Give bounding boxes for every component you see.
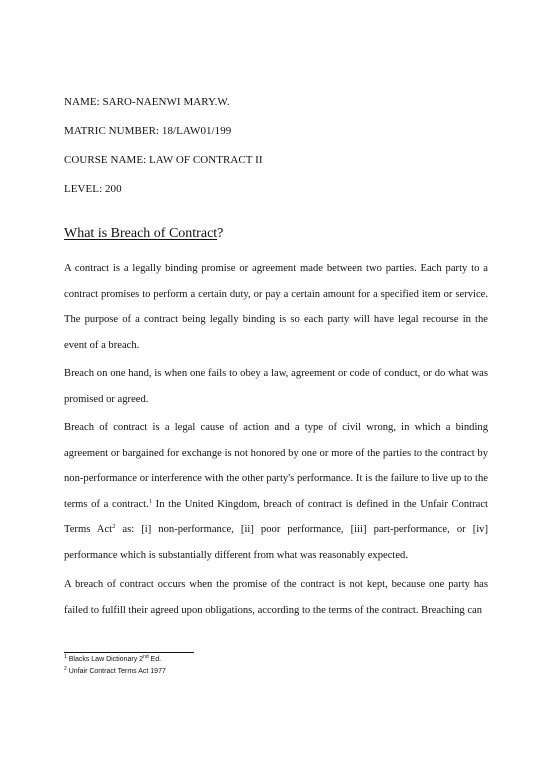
footnote-superscript: nd [143,654,149,660]
footnote-ref-2[interactable]: 2 [112,523,116,531]
footnote-number: 1 [64,654,67,660]
student-name: NAME: SARO-NAENWI MARY.W. [64,96,230,108]
footnote-number: 2 [64,666,67,672]
section-heading [64,226,223,242]
paragraph-breach-of-contract [64,415,488,569]
footnote-ref-1[interactable]: 1 [148,497,153,505]
paragraph-contract-definition: A contract is a legally binding promise or agreement made between two parties. Each party to a contract promises to perform a certain duty, or pay a certain amount for a specified item or service. The purpose of a contract being legally binding is so each party will have legal recourse in the event of a breach. [64,263,488,351]
footnote-text: Unfair Contract Terms Act 1977 [66,668,166,675]
paragraph-text: In the United Kingdom, breach of contract is defined in the Unfair Contract Terms Act [64,498,488,536]
paragraph-breach-definition: Breach on one hand, is when one fails to obey a law, agreement or code of conduct, or do what was promised or agreed. [64,368,488,405]
heading-text: What is Breach of Contract [64,226,218,241]
footnote-2 [64,668,166,675]
paragraph-text: Breach of contract is a legal cause of action and a type of civil wrong, in which a binding agreement or bargained for exchange is not honored by one or more of the parties to the contract by non-performance or interference with the other party's performance. It is the failure to live up to the terms of a contract. [64,422,488,510]
paragraph-text: as: [i] non-performance, [ii] poor performance, [iii] part-performance, or [iv] performance which is substantially different from what was reasonably expected. [64,524,488,561]
heading-question-mark: ? [217,226,224,241]
footnote-divider [64,652,194,653]
level: LEVEL: 200 [64,183,122,195]
course-name: COURSE NAME: LAW OF CONTRACT II [64,154,263,166]
paragraph-breach-occurs: A breach of contract occurs when the promise of the contract is not kept, because one party has failed to fulfill their agreed upon obligations, according to the terms of the contract. Breaching can [64,579,488,616]
footnote-1 [64,656,161,663]
matric-number: MATRIC NUMBER: 18/LAW01/199 [64,125,232,137]
footnote-text: Ed. [148,656,162,663]
footnote-text: Blacks Law Dictionary 2 [66,656,144,663]
